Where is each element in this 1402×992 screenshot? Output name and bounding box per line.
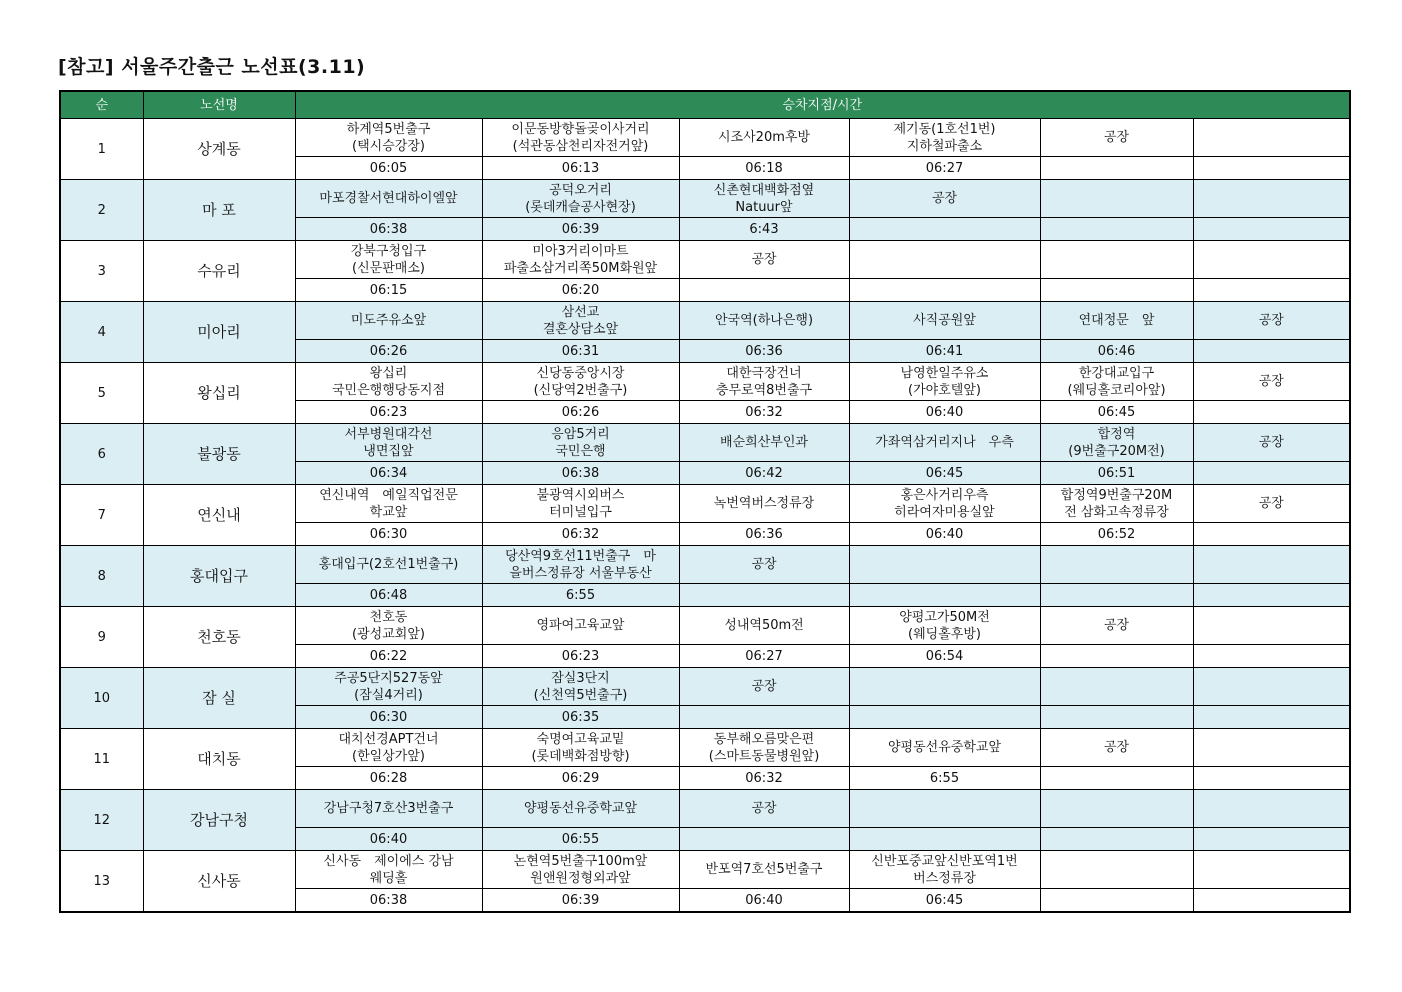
stop-cell [849,424,1040,462]
stop-cell [1193,119,1350,157]
stop-line: (신천역5번출구) [533,687,628,703]
time-cell: 6:43 [679,218,849,241]
stop-cell [849,363,1040,401]
stop-cell [849,180,1040,218]
stop-line: (9번출구20M전) [1068,443,1165,459]
stop-cell [679,180,849,218]
time-cell: 06:23 [295,401,482,424]
route-stop-row [60,851,1350,889]
stop-cell [679,119,849,157]
stop-line: 주공5단지527동앞 [334,670,443,686]
route-number: 6 [60,424,143,485]
route-stop-row [60,485,1350,523]
stop-cell [849,668,1040,706]
route-number: 4 [60,302,143,363]
stop-line: 냉면집앞 [363,443,414,459]
stop-line: (웨딩홀코리아앞) [1067,382,1166,398]
stop-cell [295,546,482,584]
stop-cell [295,485,482,523]
time-cell [679,279,849,302]
stop-line: (잠실4거리) [354,687,423,703]
stop-line: 터미널입구 [549,504,612,520]
stop-cell [482,668,679,706]
route-stop-row [60,180,1350,218]
time-cell: 06:27 [679,645,849,668]
route-stop-row [60,546,1350,584]
stop-cell [849,729,1040,767]
stop-cell [1040,363,1193,401]
route-name: 대치동 [143,729,295,790]
stop-line: 충무로역8번출구 [715,382,813,398]
time-cell [1040,584,1193,607]
stop-line: 홍대입구(2호선1번출구) [318,557,459,572]
route-name: 수유리 [143,241,295,302]
stop-line: (신문판매소) [352,260,425,276]
stop-line: 공장 [1258,435,1284,450]
time-cell: 06:30 [295,523,482,546]
time-cell: 06:46 [1040,340,1193,363]
stop-cell [1040,729,1193,767]
time-cell: 06:38 [295,218,482,241]
stop-cell [482,302,679,340]
stop-line: 녹번역버스정류장 [713,496,815,511]
stop-cell [295,241,482,279]
header-row [60,91,1350,119]
stop-line: 제기동(1호선1번) [893,121,996,137]
stop-cell [1193,363,1350,401]
stop-cell [679,607,849,645]
stop-cell [1040,790,1193,828]
time-cell [1193,401,1350,424]
time-cell: 06:40 [679,889,849,913]
time-cell [1040,218,1193,241]
stop-cell [849,607,1040,645]
stop-line: 당산역9호선11번출구 마 [505,548,656,564]
route-number: 2 [60,180,143,241]
stop-line: (광성교회앞) [352,626,425,642]
stop-line: 웨딩홀 [369,870,408,886]
stop-cell [295,851,482,889]
stop-line: 홍은사거리우측 [900,487,989,503]
stop-cell [1193,790,1350,828]
stop-line: (가야호텔앞) [908,382,981,398]
stop-line: 신당동중앙시장 [536,365,625,381]
stop-line: 결혼상담소앞 [542,321,619,337]
stop-line: 공장 [751,679,777,694]
stop-line: 불광역시외버스 [536,487,625,503]
time-cell [1193,645,1350,668]
stop-line: 왕십리 [369,365,408,381]
stop-cell [1040,180,1193,218]
stop-line: 미도주유소앞 [350,313,427,328]
stop-line: 공장 [1258,374,1284,389]
stop-cell [849,546,1040,584]
stop-line: 숙명여고육교밑 [536,731,625,747]
time-cell [849,218,1040,241]
stop-cell [482,424,679,462]
time-cell [1193,706,1350,729]
time-cell: 6:55 [849,767,1040,790]
time-cell [1040,279,1193,302]
route-number: 13 [60,851,143,913]
stop-cell [1193,668,1350,706]
time-cell: 06:20 [482,279,679,302]
route-number: 7 [60,485,143,546]
time-cell [1040,767,1193,790]
time-cell: 06:22 [295,645,482,668]
stop-cell [1193,607,1350,645]
stop-line: (웨딩홀후방) [908,626,981,642]
route-number: 1 [60,119,143,180]
route-name: 마 포 [143,180,295,241]
time-cell: 06:18 [679,157,849,180]
route-number: 5 [60,363,143,424]
time-cell [849,584,1040,607]
stop-line: 배순희산부인과 [720,435,808,450]
route-name: 미아리 [143,302,295,363]
time-cell [1040,828,1193,851]
time-cell: 06:38 [482,462,679,485]
stop-cell [295,790,482,828]
stop-cell [1040,851,1193,889]
route-name: 불광동 [143,424,295,485]
time-cell: 06:15 [295,279,482,302]
stop-cell [849,241,1040,279]
time-cell: 06:41 [849,340,1040,363]
stop-line: 잠실3단지 [551,670,610,686]
stop-line: 히라여자미용실앞 [894,504,995,520]
stop-cell [1040,546,1193,584]
stop-line: 남영한일주유소 [900,365,989,381]
stop-cell [849,851,1040,889]
stop-line: 신반포중교앞신반포역1번 [871,853,1018,869]
stop-cell [1193,546,1350,584]
route-number: 3 [60,241,143,302]
stop-cell [482,546,679,584]
time-cell: 06:27 [849,157,1040,180]
time-cell: 06:34 [295,462,482,485]
time-cell [1040,645,1193,668]
time-cell: 06:39 [482,218,679,241]
time-cell [679,584,849,607]
route-stop-row [60,363,1350,401]
stop-line: 동부해오름맞은편 [713,731,815,747]
stop-line: 을버스정류장 서울부동산 [509,565,652,581]
stop-cell [1040,668,1193,706]
time-cell: 06:32 [679,401,849,424]
time-cell [849,828,1040,851]
stop-line: 연대정문 앞 [1078,313,1155,328]
time-cell: 06:48 [295,584,482,607]
stop-cell [849,790,1040,828]
time-cell [679,706,849,729]
time-cell: 06:13 [482,157,679,180]
time-cell: 06:26 [482,401,679,424]
stop-cell [1193,729,1350,767]
stop-cell [295,607,482,645]
stop-line: 양평동선유중학교앞 [887,740,1002,755]
stop-line: (롯데캐슬공사현장) [525,199,636,215]
stop-line: 서부병원대각선 [344,426,433,442]
time-cell [1193,462,1350,485]
time-cell: 06:51 [1040,462,1193,485]
stop-line: 버스정류장 [913,870,976,886]
stop-line: 공장 [751,252,777,267]
stop-line: 양평동선유중학교앞 [523,801,638,816]
stop-line: (택시승강장) [352,138,425,154]
time-cell: 06:40 [849,401,1040,424]
stop-cell [295,424,482,462]
stop-cell [295,668,482,706]
time-cell: 6:55 [482,584,679,607]
time-cell: 06:45 [849,889,1040,913]
stop-cell [679,302,849,340]
header-stops: 승차지점/시간 [295,91,1350,119]
stop-cell [679,668,849,706]
stop-cell [1193,302,1350,340]
route-number: 12 [60,790,143,851]
stop-line: 전 삼화고속정류장 [1064,504,1169,520]
stop-cell [482,180,679,218]
stop-line: 미아3거리이마트 [532,243,629,259]
stop-line: 사직공원앞 [913,313,976,328]
route-stop-row [60,668,1350,706]
time-cell: 06:38 [295,889,482,913]
header-no: 순 [60,91,143,119]
time-cell: 06:36 [679,523,849,546]
time-cell: 06:45 [849,462,1040,485]
stop-line: 지하철파출소 [906,138,983,154]
time-cell [1040,889,1193,913]
stop-line: 공장 [1103,130,1130,145]
time-cell [1040,157,1193,180]
stop-cell [1040,241,1193,279]
time-cell: 06:32 [679,767,849,790]
stop-line: 성내역50m전 [724,618,804,633]
stop-cell [482,363,679,401]
stop-cell [1193,241,1350,279]
stop-cell [1193,851,1350,889]
time-cell: 06:32 [482,523,679,546]
stop-line: 천호동 [369,609,408,625]
stop-line: 강북구청입구 [350,243,427,259]
stop-cell [679,424,849,462]
time-cell [1193,828,1350,851]
time-cell: 06:28 [295,767,482,790]
stop-line: 가좌역삼거리지나 우측 [875,435,1014,450]
route-number: 10 [60,668,143,729]
stop-cell [482,241,679,279]
stop-line: 합정역 [1097,426,1136,442]
stop-cell [679,363,849,401]
time-cell [1193,340,1350,363]
route-number: 9 [60,607,143,668]
stop-line: 학교앞 [369,504,408,520]
stop-cell [679,851,849,889]
time-cell: 06:52 [1040,523,1193,546]
stop-line: 연신내역 예일직업전문 [319,487,458,503]
stop-line: 공장 [1103,740,1130,755]
route-name: 천호동 [143,607,295,668]
stop-line: 원앤원정형외과앞 [530,870,631,886]
route-stop-row [60,241,1350,279]
time-cell [1193,584,1350,607]
stop-cell [482,607,679,645]
time-cell: 06:36 [679,340,849,363]
route-stop-row [60,729,1350,767]
stop-cell [1193,424,1350,462]
stop-cell [1193,485,1350,523]
stop-line: (석관동삼천리자전거앞) [512,138,649,154]
stop-line: 국민은행 [555,443,606,459]
stop-cell [679,485,849,523]
time-cell [1193,767,1350,790]
stop-cell [1040,424,1193,462]
route-name: 연신내 [143,485,295,546]
stop-cell [295,302,482,340]
route-rows [60,119,1350,913]
stop-line: Natuur앞 [735,199,793,215]
stop-line: 삼선교 [561,304,600,320]
stop-line: 대한극장건너 [726,365,802,381]
time-cell: 06:23 [482,645,679,668]
stop-line: 공장 [1258,496,1284,511]
time-cell: 06:05 [295,157,482,180]
stop-cell [679,241,849,279]
stop-line: 반포역7호선5번출구 [705,862,823,877]
stop-line: 강남구청7호산3번출구 [323,801,454,816]
stop-cell [482,485,679,523]
time-cell: 06:26 [295,340,482,363]
route-number: 11 [60,729,143,790]
stop-cell [679,790,849,828]
route-name: 신사동 [143,851,295,913]
stop-line: 신사동 제이에스 강남 [323,853,454,869]
stop-line: 양평고가50M전 [899,609,990,625]
stop-cell [679,729,849,767]
stop-cell [1193,180,1350,218]
stop-cell [849,119,1040,157]
stop-line: (한일상가앞) [352,748,425,764]
stop-cell [482,119,679,157]
stop-line: (신당역2번출구) [533,382,628,398]
route-name: 잠 실 [143,668,295,729]
stop-line: 공장 [1103,618,1130,633]
stop-line: 응암5거리 [551,426,610,442]
route-stop-row [60,790,1350,828]
stop-line: 한강대교입구 [1078,365,1155,381]
stop-cell [482,851,679,889]
stop-line: (스마트동물병원앞) [708,748,820,764]
stop-line: 시조사20m후방 [718,130,810,145]
time-cell [849,706,1040,729]
stop-cell [482,790,679,828]
stop-line: 공장 [751,801,777,816]
time-cell: 06:30 [295,706,482,729]
stop-line: 신촌현대백화점옆 [713,182,815,198]
time-cell [849,279,1040,302]
stop-line: 공장 [1258,313,1284,328]
time-cell [1040,706,1193,729]
time-cell: 06:45 [1040,401,1193,424]
route-name: 왕십리 [143,363,295,424]
stop-cell [679,546,849,584]
stop-cell [1040,119,1193,157]
time-cell: 06:40 [295,828,482,851]
stop-line: 영파여고육교앞 [536,618,625,633]
time-cell: 06:35 [482,706,679,729]
time-cell: 06:39 [482,889,679,913]
header-route: 노선명 [143,91,295,119]
route-table [59,90,1351,913]
stop-line: 안국역(하나은행) [714,313,814,328]
stop-line: (롯데백화점방향) [531,748,630,764]
time-cell [1193,889,1350,913]
stop-cell [1040,607,1193,645]
stop-cell [1040,485,1193,523]
route-name: 홍대입구 [143,546,295,607]
stop-line: 국민은행행당동지점 [331,382,446,398]
stop-cell [849,302,1040,340]
stop-cell [295,363,482,401]
time-cell [1193,279,1350,302]
time-cell [1193,157,1350,180]
time-cell [1193,218,1350,241]
time-cell: 06:40 [849,523,1040,546]
time-cell: 06:29 [482,767,679,790]
stop-line: 논현역5번출구100m앞 [513,853,648,869]
stop-cell [295,729,482,767]
time-cell: 06:55 [482,828,679,851]
stop-line: 대치선경APT건너 [338,731,439,747]
route-name: 상계동 [143,119,295,180]
route-name: 강남구청 [143,790,295,851]
stop-line: 이문동방향돌곶이사거리 [511,121,650,137]
stop-line: 공장 [931,191,958,206]
stop-cell [849,485,1040,523]
stop-line: 하계역5번출구 [346,121,431,137]
stop-line: 파출소삼거리쪽50M화원앞 [503,260,658,276]
route-stop-row [60,119,1350,157]
stop-line: 마포경찰서현대하이엘앞 [319,191,458,206]
stop-cell [295,119,482,157]
time-cell: 06:54 [849,645,1040,668]
route-stop-row [60,302,1350,340]
stop-cell [1040,302,1193,340]
page-title: [참고] 서울주간출근 노선표(3.11) [58,56,366,78]
route-stop-row [60,607,1350,645]
time-cell [1193,523,1350,546]
stop-line: 공덕오거리 [549,182,612,198]
stop-cell [295,180,482,218]
route-number: 8 [60,546,143,607]
time-cell [679,828,849,851]
time-cell: 06:42 [679,462,849,485]
time-cell: 06:31 [482,340,679,363]
stop-line: 합정역9번출구20M [1060,487,1173,503]
stop-cell [482,729,679,767]
route-stop-row [60,424,1350,462]
stop-line: 공장 [751,557,777,572]
